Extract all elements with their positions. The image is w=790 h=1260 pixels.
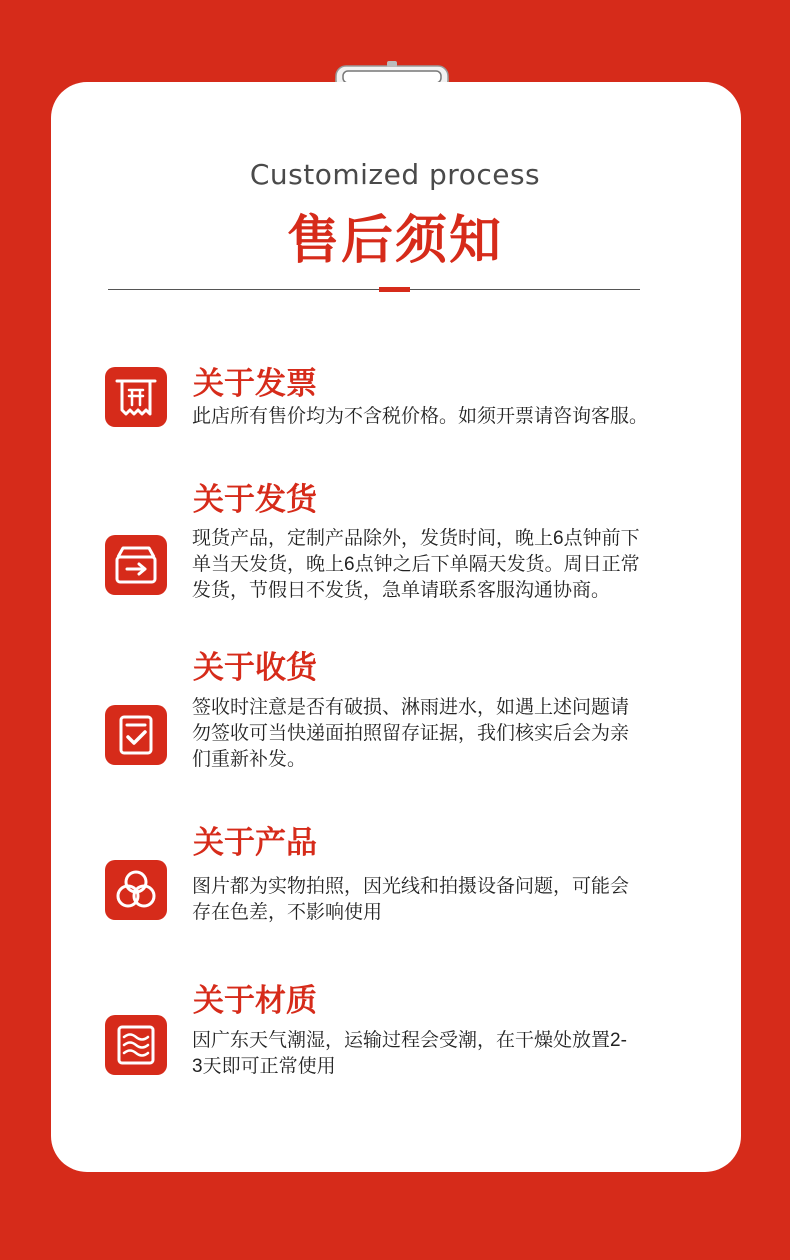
body-line: 因广东天气潮湿，运输过程会受潮，在干燥处放置2- <box>192 1030 627 1051</box>
body-line: 单当天发货，晚上6点钟之后下单隔天发货。周日正常 <box>192 554 640 575</box>
body-line: 勿签收可当快递面拍照留存证据，我们核实后会为亲 <box>192 723 630 744</box>
body-line: 们重新补发。 <box>192 749 307 770</box>
body-line: 图片都为实物拍照，因光线和拍摄设备问题，可能会 <box>192 876 630 897</box>
page-title: 售后须知 <box>286 212 503 270</box>
body-line: 签收时注意是否有破损、淋雨进水，如遇上述问题请 <box>192 697 630 718</box>
three-circles-icon <box>105 860 167 920</box>
header-subtitle: Customized process <box>249 158 541 191</box>
section-title: 关于收货 <box>193 650 317 685</box>
delivery-box-icon <box>105 535 167 595</box>
divider-line <box>108 289 640 290</box>
body-line: 发货，节假日不发货，急单请联系客服沟通协商。 <box>192 580 611 601</box>
section-body <box>192 874 629 926</box>
checklist-icon <box>105 705 167 765</box>
section-body <box>192 695 629 773</box>
divider-accent <box>379 287 410 292</box>
section-title: 关于产品 <box>193 825 317 860</box>
body-line: 存在色差，不影响使用 <box>192 902 383 923</box>
material-waves-icon <box>105 1015 167 1075</box>
body-line: 现货产品，定制产品除外，发货时间，晚上6点钟前下 <box>192 528 640 549</box>
section-body <box>192 404 648 430</box>
body-line: 此店所有售价均为不含税价格。如须开票请咨询客服。 <box>192 406 649 427</box>
section-body <box>192 1028 627 1080</box>
section-body <box>192 526 640 604</box>
invoice-icon <box>105 367 167 427</box>
section-title: 关于发货 <box>193 482 317 517</box>
body-line: 3天即可正常使用 <box>192 1056 336 1077</box>
section-title: 关于发票 <box>193 366 317 401</box>
section-title: 关于材质 <box>193 983 317 1018</box>
